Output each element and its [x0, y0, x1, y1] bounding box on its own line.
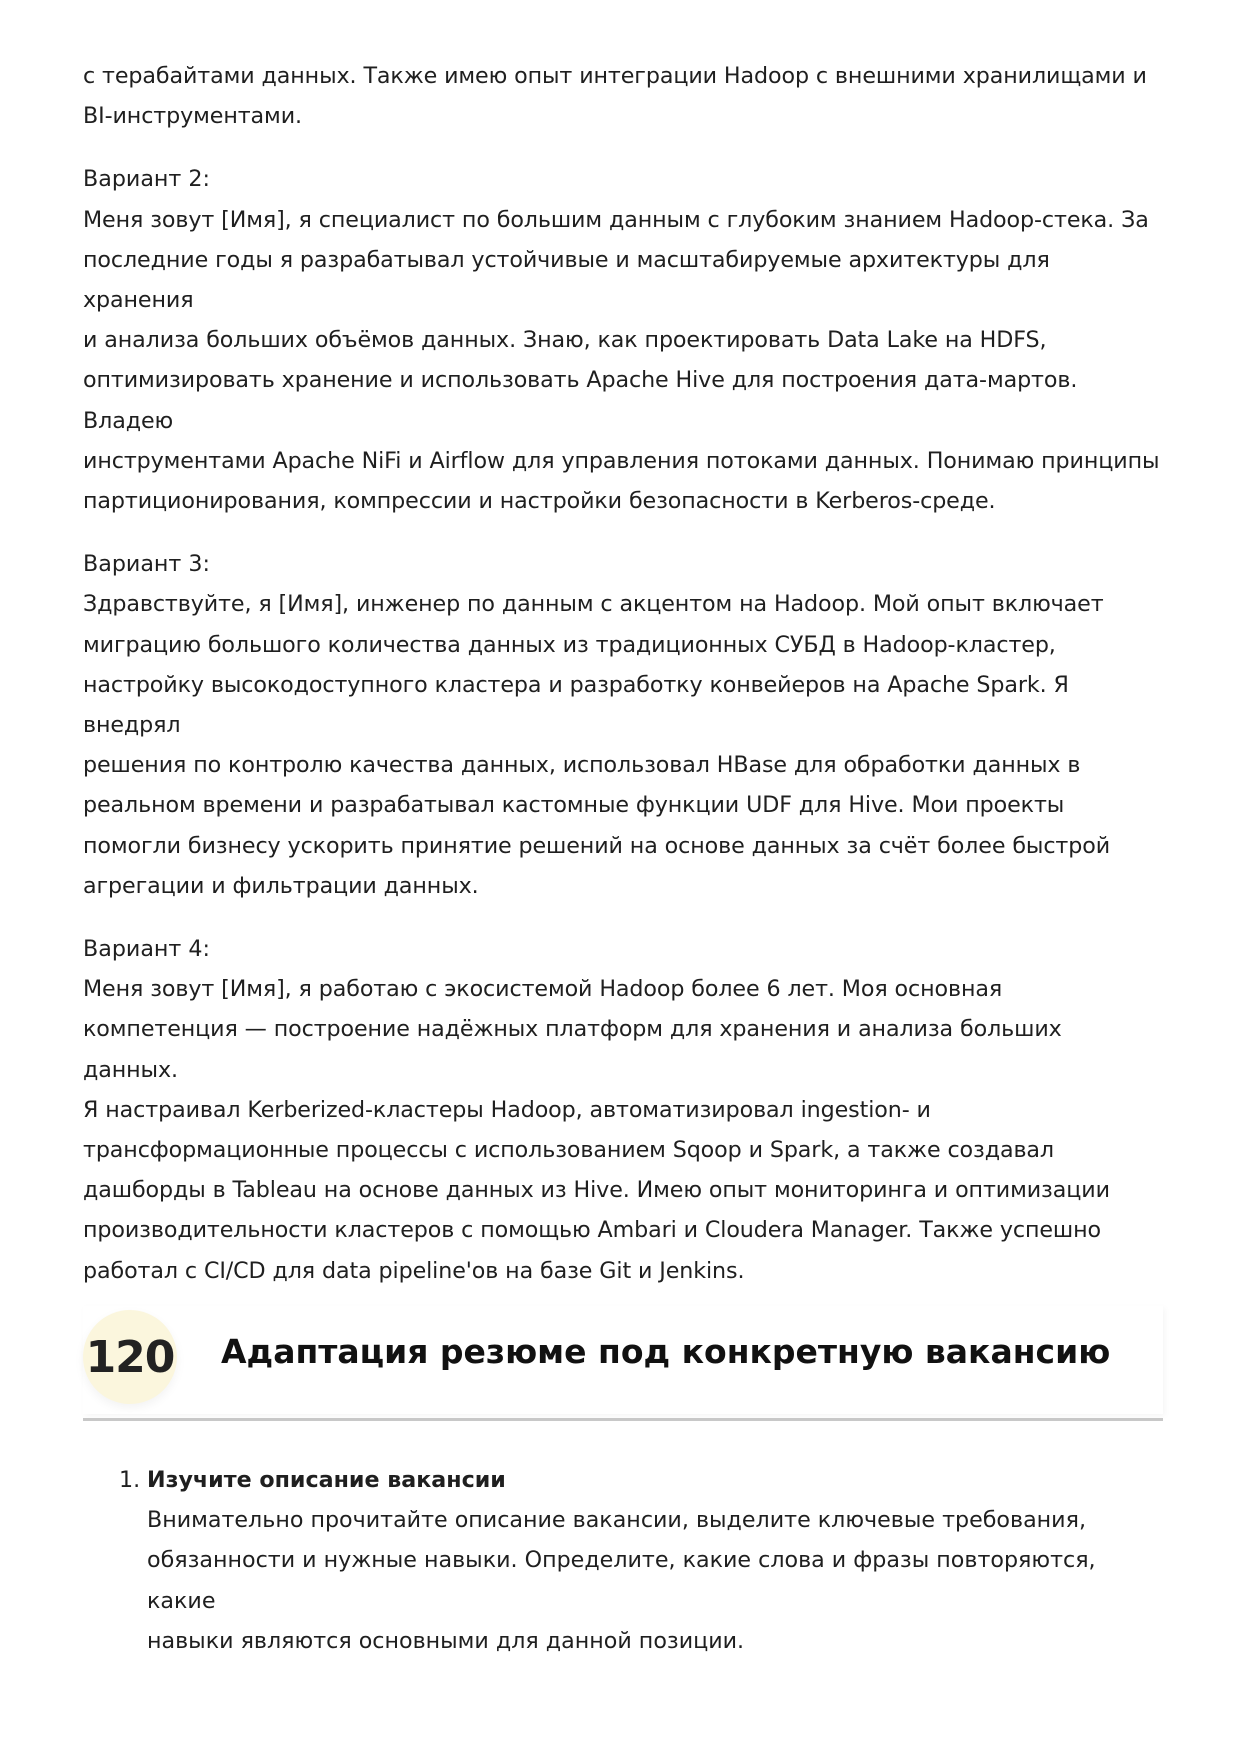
variant-title: Вариант 2:	[83, 166, 210, 193]
text-line: партиционирования, компрессии и настройки безопасности в Kerberos-среде.	[83, 488, 996, 515]
text-line: агрегации и фильтрации данных.	[83, 872, 479, 899]
text-line: BI-инструментами.	[83, 103, 302, 130]
text-line: производительности кластеров с помощью Ambari и Cloudera Manager. Также успешно	[83, 1217, 1102, 1244]
intro-paragraph	[83, 56, 1163, 136]
text-line: дашборды в Tableau на основе данных из Hive. Имею опыт мониторинга и оптимизации	[83, 1177, 1110, 1204]
text-line: Меня зовут [Имя], я работаю с экосистемой Hadoop более 6 лет. Моя основная	[83, 976, 1003, 1003]
text-line: с терабайтами данных. Также имею опыт интеграции Hadoop с внешними хранилищами и	[83, 63, 1147, 89]
text-line: навыки являются основными для данной позиции.	[147, 1627, 745, 1654]
variant-2	[83, 159, 1163, 521]
section-number: 120	[85, 1331, 175, 1383]
section-divider	[83, 1418, 1163, 1421]
step-number: 1.	[119, 1467, 141, 1493]
section-title: Адаптация резюме под конкретную вакансию	[221, 1332, 1111, 1371]
text-line: настройку высокодоступного кластера и разработку конвейеров на Apache Spark. Я внедрял	[83, 671, 1069, 739]
text-line: помогли бизнесу ускорить принятие решений на основе данных за счёт более быстрой	[83, 832, 1111, 859]
variant-4	[83, 929, 1163, 1291]
variant-3	[83, 544, 1163, 906]
text-line: Меня зовут [Имя], я специалист по большим данным с глубоким знанием Hadoop-стека. За	[83, 206, 1149, 233]
text-line: решения по контролю качества данных, использовал HBase для обработки данных в	[83, 752, 1081, 779]
text-line: Внимательно прочитайте описание вакансии, выделите ключевые требования,	[147, 1507, 1087, 1534]
step-title: Изучите описание вакансии	[147, 1467, 506, 1493]
steps-list	[83, 1460, 1163, 1661]
text-line: Здравствуйте, я [Имя], инженер по данным с акцентом на Hadoop. Мой опыт включает	[83, 591, 1104, 618]
text-line: трансформационные процессы с использованием Sqoop и Spark, а также создавал	[83, 1137, 1055, 1164]
text-line: реальном времени и разрабатывал кастомные функции UDF для Hive. Мои проекты	[83, 792, 1065, 819]
document-body	[83, 56, 1163, 1291]
variant-title: Вариант 3:	[83, 551, 210, 578]
section-number-badge	[83, 1310, 177, 1404]
text-line: работал с CI/CD для data pipeline'ов на базе Git и Jenkins.	[83, 1257, 745, 1284]
list-item	[83, 1460, 1163, 1661]
text-line: миграцию большого количества данных из традиционных СУБД в Hadoop-кластер,	[83, 631, 1056, 658]
text-line: инструментами Apache NiFi и Airflow для управления потоками данных. Понимаю принципы	[83, 447, 1160, 474]
text-line: Я настраивал Kerberized-кластеры Hadoop, автоматизировал ingestion- и	[83, 1096, 931, 1123]
text-line: последние годы я разрабатывал устойчивые и масштабируемые архитектуры для хранения	[83, 246, 1050, 314]
section-header	[83, 1306, 1163, 1414]
text-line: и анализа больших объёмов данных. Знаю, как проектировать Data Lake на HDFS,	[83, 327, 1047, 354]
text-line: оптимизировать хранение и использовать Apache Hive для построения дата-мартов. Владею	[83, 367, 1078, 434]
text-line: компетенция — построение надёжных платформ для хранения и анализа больших данных.	[83, 1016, 1062, 1083]
variant-title: Вариант 4:	[83, 936, 210, 963]
text-line: обязанности и нужные навыки. Определите, какие слова и фразы повторяются, какие	[147, 1547, 1096, 1614]
